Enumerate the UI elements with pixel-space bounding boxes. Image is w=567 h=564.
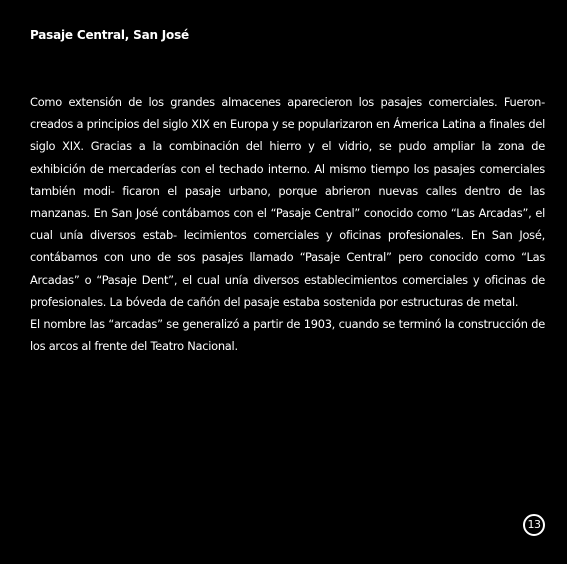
paragraph-2: El nombre las “arcadas” se generalizó a partir de 1903, cuando se terminó la construcción de los arcos al frente del Teatro Nacional. xyxy=(30,317,545,354)
paragraph-1: Como extensión de los grandes almacenes aparecieron los pasajes comerciales. Fueron- creados a principios del siglo XIX en Europa y se popularizaron en Ámerica Latina a finales del siglo XIX. Gracias a la combinación del hierro y el vidrio, se pudo ampliar la zona de exhibición de mercaderías con el techado interno. Al mismo tiempo los pasajes comerciales también modi- ficaron el pasaje urbano, porque abrieron nuevas calles dentro de las manzanas. En San José contábamos con el “Pasaje Central” conocido como “Las Arcadas”, el cual unía diversos estab- lecimientos comerciales y oficinas profesionales. En San José, contábamos con uno de sos pasajes llamado “Pasaje Central” pero conocido como “Las Arcadas” o “Pasaje Dent”, el cual unía diversos establecimientos comerciales y oficinas de profesionales. La bóveda de cañón del pasaje estaba sostenida por estructuras de metal. xyxy=(30,95,545,309)
body-text xyxy=(30,91,545,357)
page-number-badge: 13 xyxy=(523,514,545,536)
page-title: Pasaje Central, San José xyxy=(30,28,189,42)
